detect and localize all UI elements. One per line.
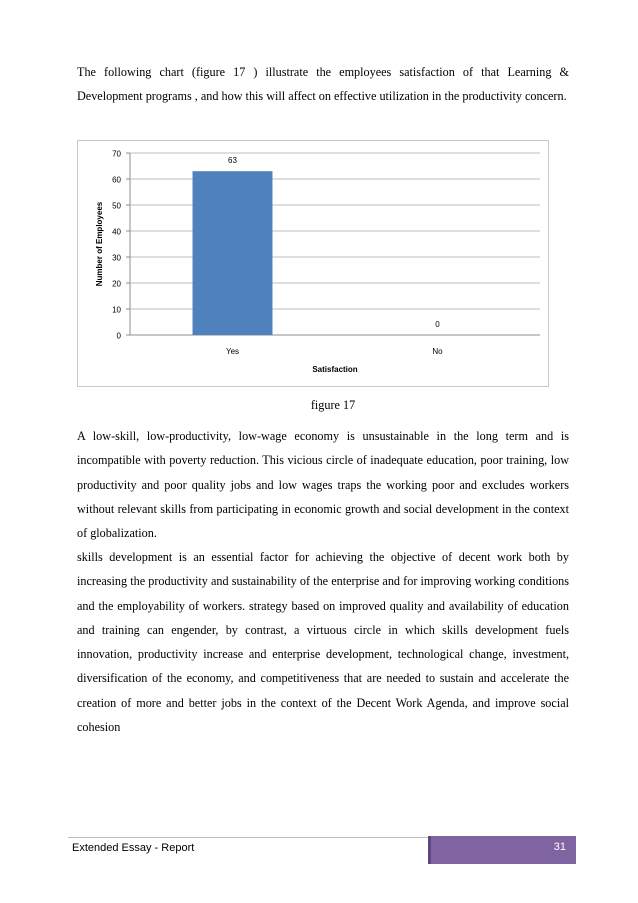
y-tick-label: 30 — [112, 253, 121, 263]
x-tick-label-no: No — [432, 347, 443, 356]
y-tick-label: 60 — [112, 175, 121, 185]
y-tick-label: 20 — [112, 279, 121, 289]
data-label-yes: 63 — [228, 156, 237, 166]
figure-caption: figure 17 — [310, 398, 356, 412]
y-tick-label: 50 — [112, 201, 121, 211]
footer-page-band — [428, 836, 576, 864]
page-number: 31 — [553, 841, 566, 853]
x-tick-label-yes: Yes — [225, 347, 240, 356]
y-tick-label: 40 — [112, 227, 121, 237]
footer-rule — [68, 837, 428, 838]
y-tick-label: 0 — [116, 331, 121, 341]
y-tick-label: 10 — [112, 305, 121, 315]
satisfaction-chart — [77, 140, 549, 387]
y-axis-title: Number of Employees — [95, 201, 104, 287]
footer-band-divider — [428, 836, 431, 864]
chart-svg — [78, 141, 548, 386]
bar-yes — [193, 171, 273, 335]
x-axis-title: Satisfaction — [312, 365, 358, 374]
data-label-no: 0 — [435, 320, 440, 329]
footer-title: Extended Essay - Report — [72, 842, 195, 854]
y-tick-label: 70 — [112, 149, 121, 159]
intro-paragraph: The following chart (figure 17 ) illustrate the employees satisfaction of that Learning & Development programs , and how this will affect on effective utilization in the productivity concern. — [77, 65, 569, 104]
paragraph-skills-development: skills development is an essential factor for achieving the objective of decent work both by increasing the productivity and sustainability of the enterprise and for improving working conditions and the employability of workers. strategy based on improved quality and availability of education and training can engender, by contrast, a virtuous circle in which skills development fuels innovation, productivity increase and enterprise development, technological change, investment, diversification of the economy, and competitiveness that are needed to sustain and accelerate the creation of more and better jobs in the context of the Decent Work Agenda, and improve social cohesion — [77, 550, 569, 735]
paragraph-low-skill: A low-skill, low-productivity, low-wage economy is unsustainable in the long term and is incompatible with poverty reduction. This vicious circle of inadequate education, poor training, low productivity and poor quality jobs and low wages traps the working poor and excludes workers without relevant skills from participating in economic growth and social development in the context of globalization. — [77, 429, 569, 541]
